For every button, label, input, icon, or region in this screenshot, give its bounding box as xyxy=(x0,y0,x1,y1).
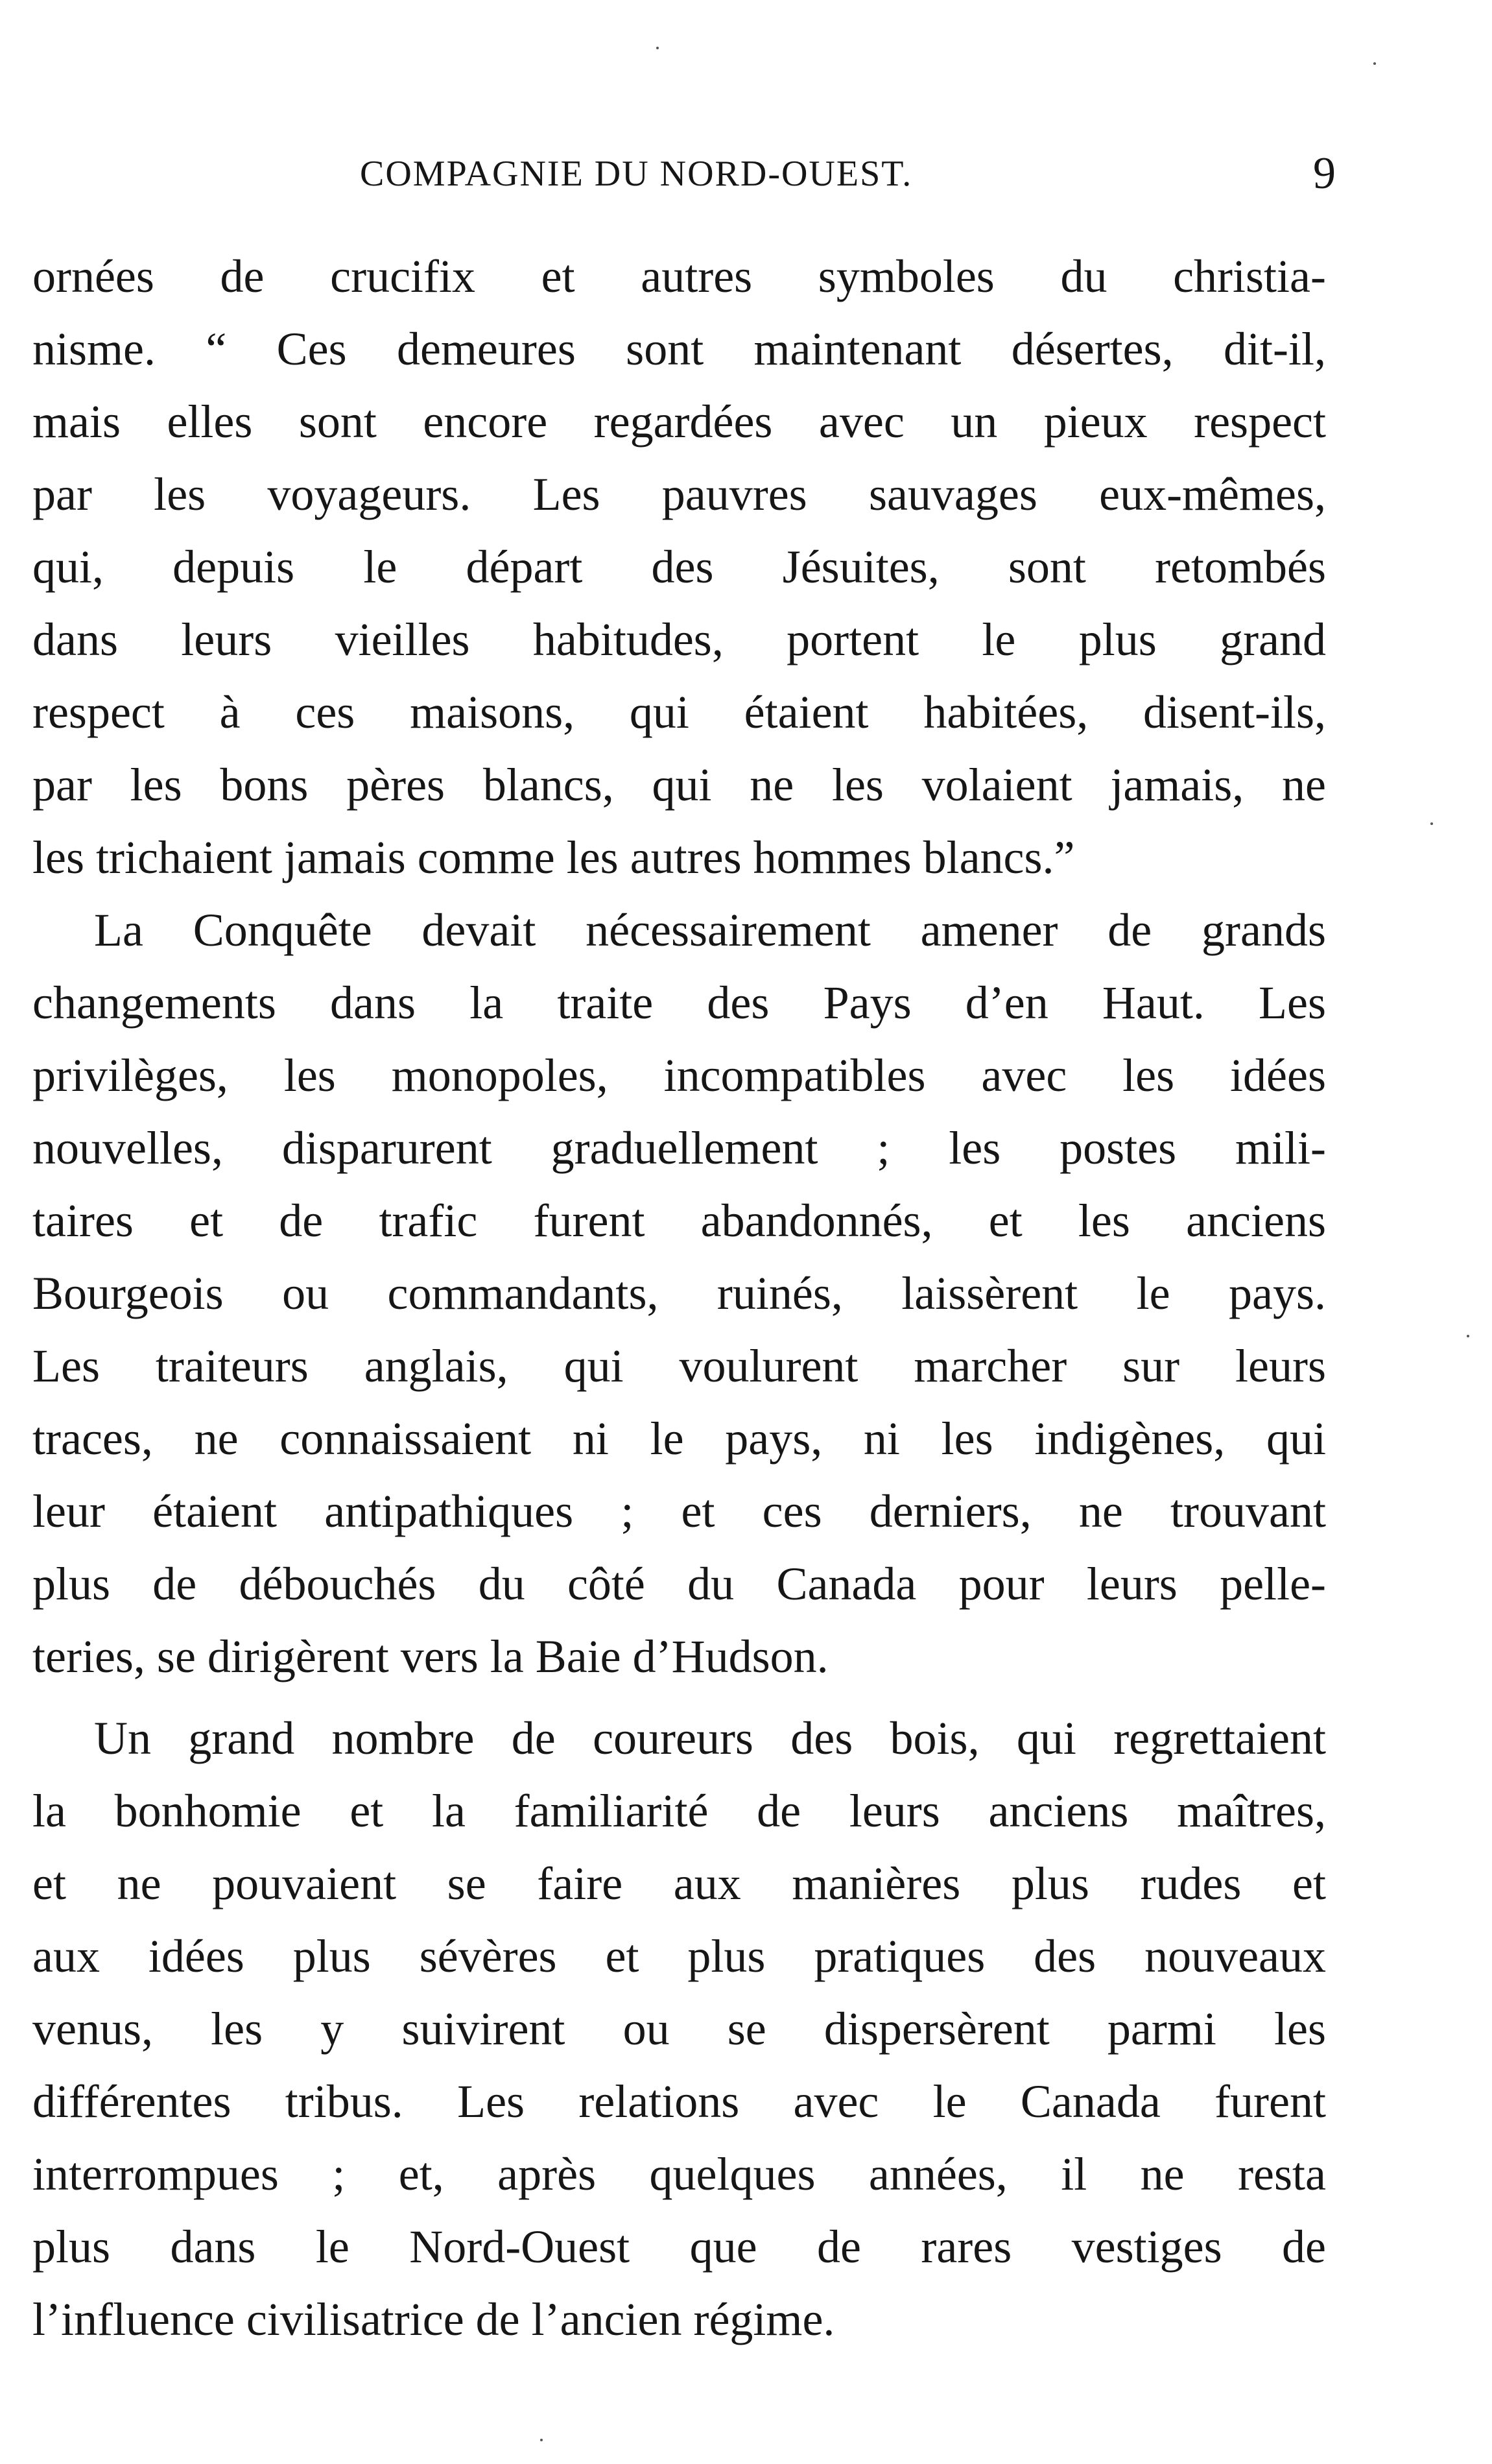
text-line: Les traiteurs anglais, qui voulurent marcher sur leurs xyxy=(32,1340,1326,1392)
text-line: nouvelles, disparurent graduellement ; les postes mili- xyxy=(32,1122,1326,1174)
page-number: 9 xyxy=(1313,149,1336,198)
text-line: changements dans la traite des Pays d’en Haut. Les xyxy=(32,977,1326,1029)
paper-speck xyxy=(1467,1335,1469,1337)
paragraph-gap xyxy=(32,1693,1326,1702)
text-line: plus de débouchés du côté du Canada pour leurs pelle- xyxy=(32,1558,1326,1610)
text-line: leur étaient antipathiques ; et ces derniers, ne trouvant xyxy=(32,1485,1326,1537)
text-line: privilèges, les monopoles, incompatibles avec les idées xyxy=(32,1049,1326,1101)
text-line: plus dans le Nord-Ouest que de rares vestiges de xyxy=(32,2221,1326,2273)
text-line: la bonhomie et la familiarité de leurs anciens maîtres, xyxy=(32,1785,1326,1837)
text-line: aux idées plus sévères et plus pratiques des nouveaux xyxy=(32,1930,1326,1982)
text-line: et ne pouvaient se faire aux manières plus rudes et xyxy=(32,1858,1326,1909)
text-line: teries, se dirigèrent vers la Baie d’Hudson. xyxy=(32,1631,829,1682)
text-line: dans leurs vieilles habitudes, portent le plus grand xyxy=(32,614,1326,665)
text-line: par les bons pères blancs, qui ne les volaient jamais, ne xyxy=(32,759,1326,811)
text-line: traces, ne connaissaient ni le pays, ni les indigènes, qui xyxy=(32,1413,1326,1465)
text-line: l’influence civilisatrice de l’ancien régime. xyxy=(32,2293,835,2345)
text-line: ornées de crucifix et autres symboles du christia- xyxy=(32,250,1326,302)
paragraph-2 xyxy=(32,894,1326,1693)
text-line: Bourgeois ou commandants, ruinés, laissèrent le pays. xyxy=(32,1267,1326,1319)
text-line: respect à ces maisons, qui étaient habitées, disent-ils, xyxy=(32,686,1326,738)
text-line: différentes tribus. Les relations avec le Canada furent xyxy=(32,2075,1326,2127)
paper-speck xyxy=(656,47,659,49)
paper-speck xyxy=(1430,822,1433,825)
text-line: La Conquête devait nécessairement amener de grands xyxy=(94,904,1326,956)
text-line: venus, les y suivirent ou se dispersèrent parmi les xyxy=(32,2003,1326,2055)
body-text xyxy=(32,240,1326,2356)
text-line: les trichaient jamais comme les autres hommes blancs.” xyxy=(32,831,1075,883)
running-head xyxy=(32,148,1336,200)
text-line: qui, depuis le départ des Jésuites, sont retombés xyxy=(32,541,1326,593)
running-title: COMPAGNIE DU NORD-OUEST. xyxy=(360,154,913,194)
paragraph-1 xyxy=(32,240,1326,894)
paper-speck xyxy=(1373,62,1376,65)
text-line: par les voyageurs. Les pauvres sauvages eux-mêmes, xyxy=(32,468,1326,520)
paper-speck xyxy=(540,2439,543,2441)
text-line: mais elles sont encore regardées avec un pieux respect xyxy=(32,396,1326,448)
paragraph-3 xyxy=(32,1702,1326,2356)
text-line: interrompues ; et, après quelques années, il ne resta xyxy=(32,2148,1326,2200)
text-line: taires et de trafic furent abandonnés, et les anciens xyxy=(32,1195,1326,1247)
text-line: nisme. “ Ces demeures sont maintenant désertes, dit-il, xyxy=(32,323,1326,375)
text-line: Un grand nombre de coureurs des bois, qui regrettaient xyxy=(94,1712,1326,1764)
